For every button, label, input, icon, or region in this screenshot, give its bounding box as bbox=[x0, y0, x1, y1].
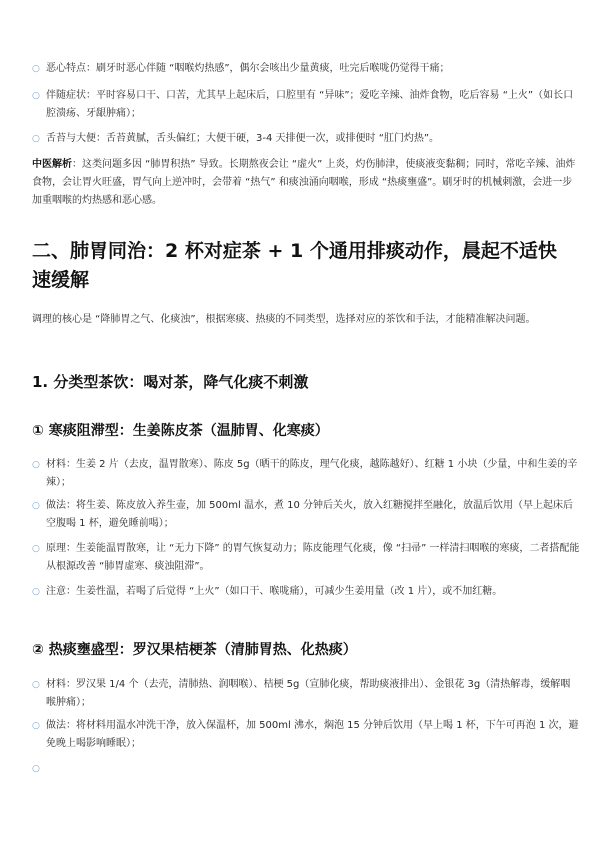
list-item: ○ 做法：将生姜、陈皮放入养生壶，加 500ml 温水，煮 10 分钟后关火，放入红糖搅拌至融化，放温后饮用（早上起床后空腹喝 1 杯，避免睡前喝）； bbox=[32, 497, 580, 533]
cold-type-title: ① 寒痰阻滞型：生姜陈皮茶（温肺胃、化寒痰） bbox=[32, 423, 329, 439]
hollow-circle-bullet-icon: ○ bbox=[32, 544, 40, 554]
list-item: ○ 原理：生姜能温胃散寒，让 “无力下降” 的胃气恢复动力；陈皮能理气化痰，像 “扫帚” 一样清扫咽喉的寒痰，二者搭配能从根源改善 “肺胃虚寒、痰浊阻滞”。 bbox=[32, 540, 580, 576]
tcm-analysis-label: 中医解析 bbox=[32, 159, 72, 170]
tcm-analysis-paragraph bbox=[32, 156, 580, 210]
hollow-circle-bullet-icon: ○ bbox=[32, 721, 40, 731]
hollow-circle-bullet-icon: ○ bbox=[32, 501, 40, 511]
list-item: ○ 注意：生姜性温，若喝了后觉得 “上火”（如口干、喉咙痛），可减少生姜用量（改 1 片），或不加红糖。 bbox=[32, 583, 580, 601]
list-item: ○ 舌苔与大便：舌苔黄腻，舌头偏红；大便干硬，3-4 天排便一次，或排便时 “肛门灼热”。 bbox=[32, 130, 580, 148]
list-item: ○ 材料：生姜 2 片（去皮，温胃散寒）、陈皮 5g（晒干的陈皮，理气化痰，越陈越好）、红糖 1 小块（少量，中和生姜的辛辣）； bbox=[32, 456, 580, 492]
hot-type-title: ② 热痰壅盛型：罗汉果桔梗茶（清肺胃热、化热痰） bbox=[32, 642, 357, 658]
hollow-circle-bullet-icon: ○ bbox=[32, 587, 40, 597]
hollow-circle-bullet-icon: ○ bbox=[32, 680, 40, 690]
subsection-title: 1. 分类型茶饮：喝对茶，降气化痰不刺激 bbox=[32, 373, 309, 391]
hollow-circle-bullet-icon: ○ bbox=[32, 460, 40, 470]
hollow-circle-bullet-icon: ○ bbox=[32, 134, 40, 144]
section-intro: 调理的核心是 “降肺胃之气、化痰浊”，根据寒痰、热痰的不同类型，选择对应的茶饮和手法，才能精准解决问题。 bbox=[32, 314, 536, 325]
list-item: ○ 做法：将材料用温水冲洗干净，放入保温杯，加 500ml 沸水，焖泡 15 分钟后饮用（早上喝 1 杯，下午可再泡 1 次，避免晚上喝影响睡眠）； bbox=[32, 717, 580, 753]
tcm-analysis-text: ：这类问题多因 “肺胃积热” 导致。长期熬夜会让 “虚火” 上炎，灼伤肺津，使痰液变黏稠；同时，常吃辛辣、油炸食物，会让胃火旺盛，胃气向上逆冲时，会带着 “热气” 和痰浊涌向咽喉，形成 “热痰壅盛”。刷牙时的机械刺激，会进一步加重咽喉的灼热感和恶心感。 bbox=[32, 159, 576, 206]
list-item: ○ 材料：罗汉果 1/4 个（去壳，清肺热、润咽喉）、桔梗 5g（宣肺化痰，帮助痰液排出）、金银花 3g（清热解毒，缓解咽喉肿痛）； bbox=[32, 676, 580, 712]
hollow-circle-bullet-icon: ○ bbox=[32, 91, 40, 101]
hollow-circle-bullet-icon: ○ bbox=[32, 764, 40, 774]
list-item: ○ 恶心特点：刷牙时恶心伴随 “咽喉灼热感”，偶尔会咳出少量黄痰，吐完后喉咙仍觉得干痛； bbox=[32, 60, 580, 78]
section-title: 二、肺胃同治：2 杯对症茶 + 1 个通用排痰动作，晨起不适快速缓解 bbox=[32, 240, 557, 291]
list-item: ○ 伴随症状：平时容易口干、口苦，尤其早上起床后，口腔里有 “异味”；爱吃辛辣、油炸食物，吃后容易 “上火”（如长口腔溃疡、牙龈肿痛）； bbox=[32, 87, 580, 123]
hollow-circle-bullet-icon: ○ bbox=[32, 64, 40, 74]
